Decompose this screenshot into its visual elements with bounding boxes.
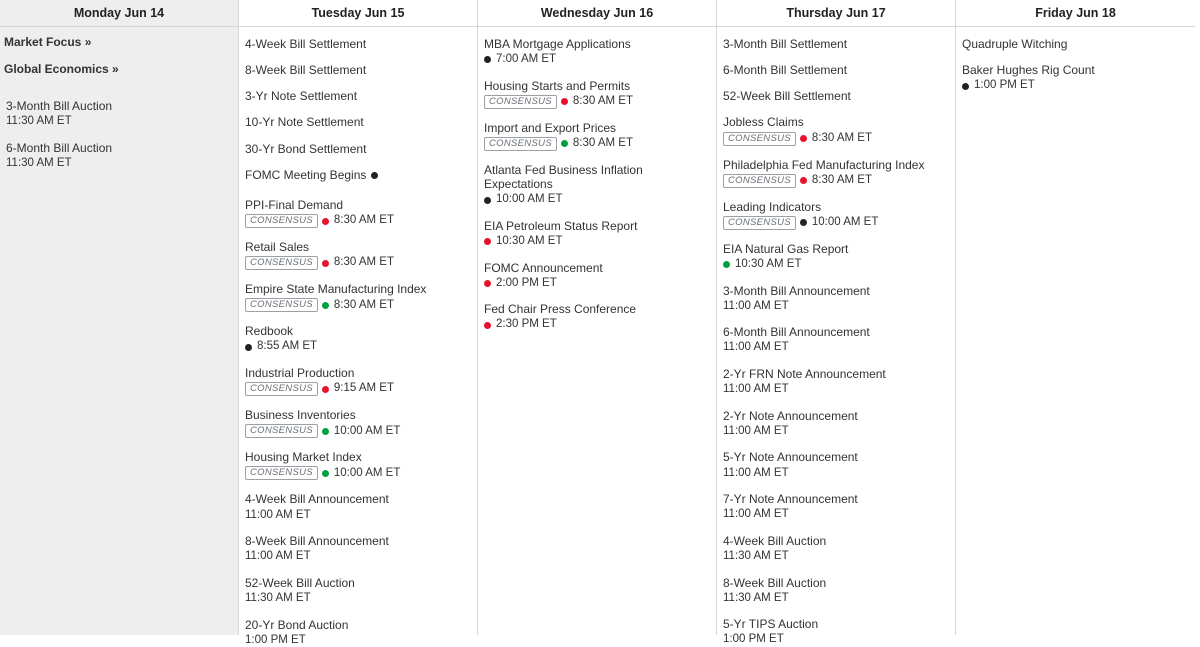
calendar-event xyxy=(723,284,947,314)
event-time: 7:00 AM ET xyxy=(496,53,557,66)
importance-dot-icon xyxy=(484,238,491,245)
event-list xyxy=(717,27,955,647)
consensus-badge[interactable]: CONSENSUS xyxy=(723,132,796,146)
event-name[interactable]: Redbook xyxy=(245,324,294,339)
event-list xyxy=(0,89,238,170)
event-name[interactable]: Baker Hughes Rig Count xyxy=(962,63,1095,78)
calendar-event xyxy=(484,219,708,249)
calendar-event xyxy=(484,121,708,151)
event-name[interactable]: 10-Yr Note Settlement xyxy=(245,115,364,130)
consensus-badge[interactable]: CONSENSUS xyxy=(245,256,318,270)
event-name[interactable]: 20-Yr Bond Auction xyxy=(245,617,349,632)
calendar-event xyxy=(962,63,1187,93)
importance-dot-icon xyxy=(962,83,969,90)
event-name[interactable]: Housing Starts and Permits xyxy=(484,78,631,93)
event-name[interactable]: 52-Week Bill Auction xyxy=(245,575,355,590)
day-header: Tuesday Jun 15 xyxy=(239,0,477,27)
consensus-badge[interactable]: CONSENSUS xyxy=(245,298,318,312)
importance-dot-icon xyxy=(322,470,329,477)
event-name-row xyxy=(245,168,379,184)
day-header: Thursday Jun 17 xyxy=(717,0,955,27)
event-name[interactable]: Import and Export Prices xyxy=(484,120,617,135)
event-time: 8:30 AM ET xyxy=(811,173,872,186)
event-name[interactable]: 5-Yr Note Announcement xyxy=(723,450,858,465)
calendar-event xyxy=(6,99,230,129)
calendar-event xyxy=(723,617,947,647)
section-link[interactable]: Market Focus » xyxy=(4,35,92,49)
event-time: 8:30 AM ET xyxy=(333,298,394,311)
event-name[interactable]: 8-Week Bill Settlement xyxy=(245,63,367,78)
calendar-event xyxy=(6,141,230,171)
event-time: 10:00 AM ET xyxy=(496,193,563,206)
importance-dot-icon xyxy=(484,322,491,329)
importance-dot-icon xyxy=(484,197,491,204)
event-meta xyxy=(723,508,947,522)
event-time: 11:30 AM ET xyxy=(6,156,72,169)
event-name[interactable]: Housing Market Index xyxy=(245,450,362,465)
event-name[interactable]: EIA Petroleum Status Report xyxy=(484,218,638,233)
event-meta xyxy=(723,132,947,146)
calendar-event xyxy=(484,37,708,67)
event-list xyxy=(478,27,716,332)
importance-dot-icon xyxy=(561,98,568,105)
event-list xyxy=(956,27,1195,93)
calendar-event xyxy=(723,492,947,522)
event-list xyxy=(239,27,477,647)
importance-dot-icon xyxy=(723,261,730,268)
importance-dot-icon xyxy=(322,386,329,393)
consensus-badge[interactable]: CONSENSUS xyxy=(245,382,318,396)
calendar-event xyxy=(723,576,947,606)
importance-dot-icon xyxy=(561,140,568,147)
calendar-event xyxy=(723,63,947,77)
calendar-event xyxy=(484,261,708,291)
importance-dot-icon xyxy=(371,172,378,179)
event-meta xyxy=(484,318,708,332)
event-time: 11:00 AM ET xyxy=(723,341,789,354)
event-name[interactable]: 4-Week Bill Auction xyxy=(723,533,827,548)
calendar-event xyxy=(723,200,947,230)
event-meta xyxy=(723,383,947,397)
event-meta xyxy=(245,214,469,228)
calendar-event xyxy=(723,242,947,272)
event-meta xyxy=(245,509,469,523)
event-meta xyxy=(245,424,469,438)
calendar-event xyxy=(723,115,947,145)
importance-dot-icon xyxy=(800,135,807,142)
event-time: 8:30 AM ET xyxy=(572,95,633,108)
calendar-event xyxy=(723,534,947,564)
calendar-event xyxy=(723,450,947,480)
event-name[interactable]: 6-Month Bill Announcement xyxy=(723,325,870,340)
event-time: 10:00 AM ET xyxy=(811,216,879,229)
day-header: Monday Jun 14 xyxy=(0,0,238,27)
event-time: 11:00 AM ET xyxy=(723,299,789,312)
event-time: 1:00 PM ET xyxy=(245,633,306,646)
consensus-badge[interactable]: CONSENSUS xyxy=(245,424,318,438)
event-meta xyxy=(6,157,230,171)
event-time: 11:00 AM ET xyxy=(723,383,789,396)
calendar-event xyxy=(245,63,469,77)
event-time: 2:00 PM ET xyxy=(496,276,557,289)
event-name[interactable]: PPI-Final Demand xyxy=(245,197,344,212)
calendar-event xyxy=(723,89,947,103)
importance-dot-icon xyxy=(484,280,491,287)
event-name[interactable]: Atlanta Fed Business Inflation Expectations xyxy=(484,162,643,192)
event-name[interactable]: 6-Month Bill Settlement xyxy=(723,63,848,78)
importance-dot-icon xyxy=(800,219,807,226)
event-name[interactable]: 5-Yr TIPS Auction xyxy=(723,617,819,632)
event-time: 11:00 AM ET xyxy=(723,466,789,479)
event-name[interactable]: 4-Week Bill Announcement xyxy=(245,492,389,507)
event-meta xyxy=(245,382,469,396)
event-name[interactable]: FOMC Meeting Begins xyxy=(245,167,367,182)
event-time: 11:00 AM ET xyxy=(723,508,789,521)
calendar-event xyxy=(245,142,469,156)
event-meta xyxy=(484,53,708,67)
event-name[interactable]: 3-Month Bill Settlement xyxy=(723,37,848,51)
consensus-badge[interactable]: CONSENSUS xyxy=(245,214,318,228)
event-time: 8:30 AM ET xyxy=(333,256,394,269)
event-time: 10:30 AM ET xyxy=(496,235,563,247)
consensus-badge[interactable]: CONSENSUS xyxy=(723,216,796,230)
event-meta xyxy=(723,341,947,355)
event-name[interactable]: Quadruple Witching xyxy=(962,37,1068,51)
event-meta xyxy=(723,592,947,606)
event-time: 11:00 AM ET xyxy=(723,424,789,437)
calendar-event xyxy=(245,492,469,522)
event-name[interactable]: EIA Natural Gas Report xyxy=(723,241,849,256)
calendar-event xyxy=(723,409,947,439)
event-time: 11:30 AM ET xyxy=(723,550,789,563)
event-time: 10:30 AM ET xyxy=(735,258,802,270)
event-time: 10:00 AM ET xyxy=(333,466,401,479)
event-name[interactable]: 6-Month Bill Auction xyxy=(6,140,113,155)
calendar-event xyxy=(723,158,947,188)
calendar-event xyxy=(723,325,947,355)
event-name[interactable]: 3-Month Bill Announcement xyxy=(723,283,870,298)
event-time: 8:55 AM ET xyxy=(257,340,318,353)
event-meta xyxy=(962,79,1187,93)
consensus-badge[interactable]: CONSENSUS xyxy=(484,95,557,109)
event-name[interactable]: 2-Yr Note Announcement xyxy=(723,408,858,423)
event-name[interactable]: Leading Indicators xyxy=(723,199,822,214)
consensus-badge[interactable]: CONSENSUS xyxy=(484,137,557,151)
day-column xyxy=(0,0,239,635)
event-meta xyxy=(245,592,469,606)
event-meta xyxy=(723,300,947,314)
event-time: 11:30 AM ET xyxy=(6,115,72,128)
importance-dot-icon xyxy=(322,218,329,225)
importance-dot-icon xyxy=(322,260,329,267)
event-time: 11:30 AM ET xyxy=(245,592,311,604)
event-time: 8:30 AM ET xyxy=(333,214,394,227)
event-meta xyxy=(484,235,708,249)
importance-dot-icon xyxy=(322,302,329,309)
calendar-event xyxy=(245,37,469,51)
event-time: 10:00 AM ET xyxy=(333,424,401,437)
calendar-event xyxy=(484,163,708,207)
event-name[interactable]: Empire State Manufacturing Index xyxy=(245,282,427,297)
day-column xyxy=(478,0,717,635)
consensus-badge[interactable]: CONSENSUS xyxy=(723,174,796,188)
event-meta xyxy=(723,633,947,647)
event-name[interactable]: 4-Week Bill Settlement xyxy=(245,37,367,51)
event-time: 1:00 PM ET xyxy=(723,633,784,646)
day-header: Wednesday Jun 16 xyxy=(478,0,716,27)
section-links xyxy=(0,27,238,76)
event-meta xyxy=(245,634,469,647)
event-meta xyxy=(723,467,947,481)
calendar-event xyxy=(245,366,469,396)
event-meta xyxy=(245,466,469,480)
calendar-event xyxy=(245,168,469,186)
calendar-event xyxy=(245,89,469,103)
event-name[interactable]: Retail Sales xyxy=(245,240,310,255)
event-meta xyxy=(484,277,708,291)
importance-dot-icon xyxy=(322,428,329,435)
event-time: 1:00 PM ET xyxy=(974,79,1035,92)
day-header: Friday Jun 18 xyxy=(956,0,1195,27)
event-name[interactable]: 2-Yr FRN Note Announcement xyxy=(723,367,886,381)
event-meta xyxy=(723,174,947,188)
event-meta xyxy=(6,115,230,129)
event-meta xyxy=(245,550,469,564)
calendar-event xyxy=(245,618,469,647)
consensus-badge[interactable]: CONSENSUS xyxy=(245,466,318,480)
event-meta xyxy=(245,340,469,354)
event-time: 8:30 AM ET xyxy=(811,131,872,144)
importance-dot-icon xyxy=(245,344,252,351)
calendar-event xyxy=(962,37,1187,51)
event-meta xyxy=(484,137,708,151)
calendar-event xyxy=(245,282,469,312)
event-meta xyxy=(245,256,469,270)
event-name[interactable]: 52-Week Bill Settlement xyxy=(723,89,851,104)
event-name[interactable]: FOMC Announcement xyxy=(484,260,603,275)
calendar-event xyxy=(245,240,469,270)
event-name[interactable]: Jobless Claims xyxy=(723,115,804,130)
event-meta xyxy=(723,550,947,564)
calendar-event xyxy=(723,37,947,51)
event-name[interactable]: 8-Week Bill Auction xyxy=(723,575,827,590)
calendar-event xyxy=(245,115,469,129)
event-meta xyxy=(245,298,469,312)
event-name[interactable]: 8-Week Bill Announcement xyxy=(245,534,389,549)
calendar-event xyxy=(484,79,708,109)
event-meta xyxy=(723,258,947,272)
calendar-event xyxy=(723,367,947,397)
event-time: 8:30 AM ET xyxy=(572,137,633,150)
event-time: 9:15 AM ET xyxy=(333,382,394,395)
event-name[interactable]: 3-Yr Note Settlement xyxy=(245,89,358,104)
event-name[interactable]: 30-Yr Bond Settlement xyxy=(245,141,367,156)
section-link[interactable]: Global Economics » xyxy=(4,62,119,76)
day-column xyxy=(239,0,478,646)
calendar-event xyxy=(484,302,708,332)
event-name[interactable]: MBA Mortgage Applications xyxy=(484,37,631,51)
event-name[interactable]: Industrial Production xyxy=(245,366,355,381)
event-time: 11:00 AM ET xyxy=(245,508,311,521)
event-time: 11:30 AM ET xyxy=(723,591,789,604)
calendar-event xyxy=(245,324,469,354)
day-column xyxy=(956,0,1195,635)
event-name[interactable]: Philadelphia Fed Manufacturing Index xyxy=(723,157,925,172)
importance-dot-icon xyxy=(800,177,807,184)
event-meta xyxy=(723,216,947,230)
event-name[interactable]: 3-Month Bill Auction xyxy=(6,99,113,113)
calendar-event xyxy=(245,534,469,564)
calendar-event xyxy=(245,576,469,606)
event-time: 11:00 AM ET xyxy=(245,550,311,563)
event-time: 2:30 PM ET xyxy=(496,318,557,331)
day-column xyxy=(717,0,956,646)
event-name[interactable]: Fed Chair Press Conference xyxy=(484,302,637,317)
event-name[interactable]: 7-Yr Note Announcement xyxy=(723,492,858,507)
event-meta xyxy=(484,95,708,109)
calendar-event xyxy=(245,408,469,438)
calendar-event xyxy=(245,450,469,480)
event-meta xyxy=(723,425,947,439)
event-name[interactable]: Business Inventories xyxy=(245,408,356,423)
calendar-event xyxy=(245,198,469,228)
event-meta xyxy=(484,193,708,207)
importance-dot-icon xyxy=(484,56,491,63)
